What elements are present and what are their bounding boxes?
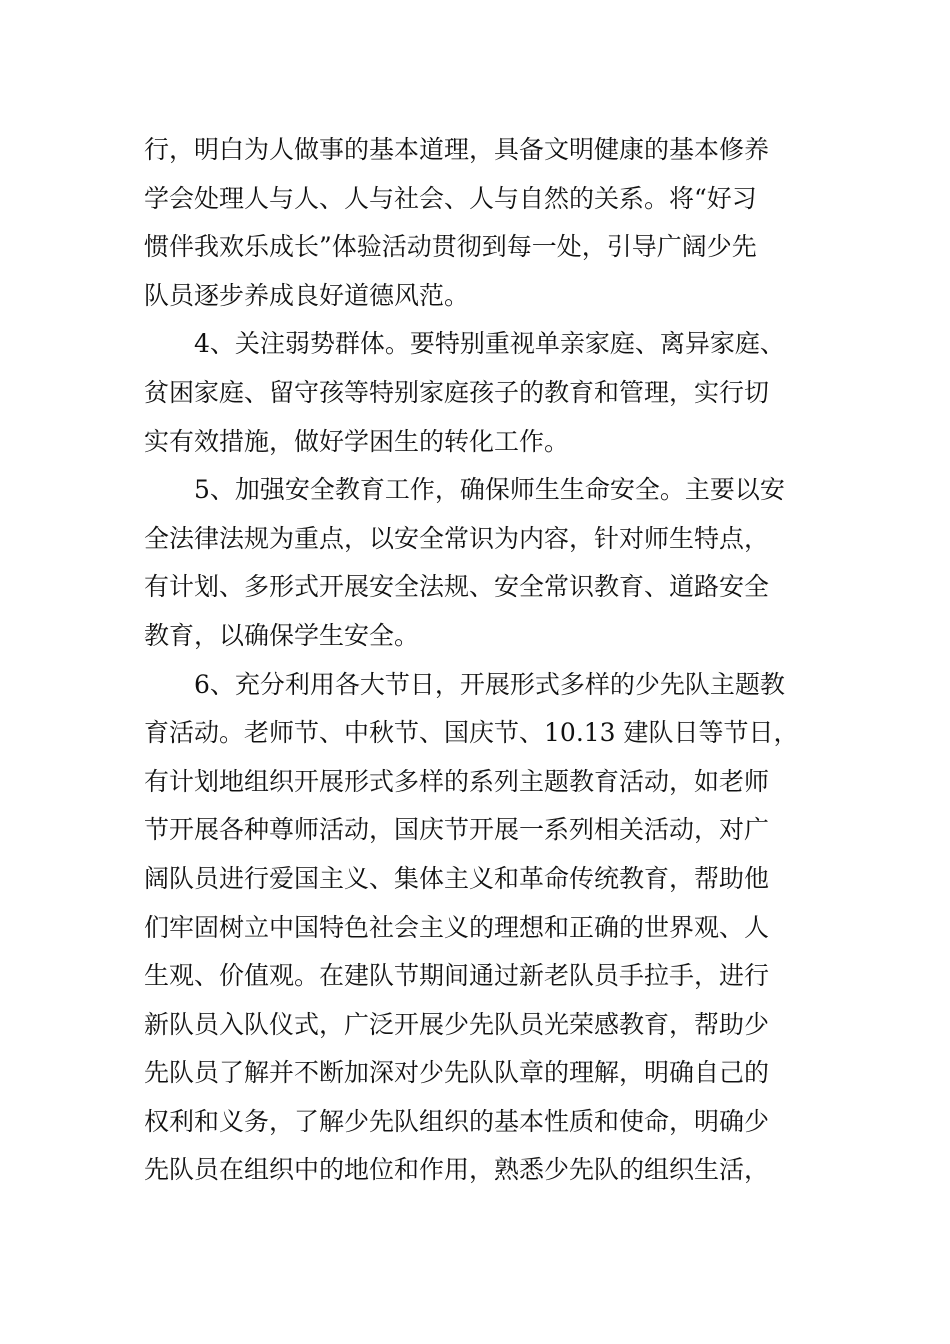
text-line: 行，明白为人做事的基本道理，具备文明健康的基本修养 bbox=[144, 135, 770, 164]
text-line: 们牢固树立中国特色社会主义的理想和正确的世界观、人 bbox=[144, 912, 770, 942]
text-line: 先队员在组织中的地位和作用，熟悉少先队的组织生活， bbox=[144, 1155, 770, 1185]
text-line: 教育，以确保学生安全。 bbox=[144, 620, 420, 650]
text-line: 学会处理人与人、人与社会、人与自然的关系。将“好习 bbox=[144, 183, 757, 213]
paragraph-6-first-line: 6、充分利用各大节日，开展形式多样的少先队主题教 bbox=[194, 669, 785, 699]
text-line: 育活动。老师节、中秋节、国庆节、10.13 建队日等节日， bbox=[144, 718, 799, 748]
text-line: 新队员入队仪式，广泛开展少先队员光荣感教育，帮助少 bbox=[144, 1009, 770, 1039]
text-line: 贫困家庭、留守孩等特别家庭孩子的教育和管理，实行切 bbox=[144, 377, 770, 407]
text-line: 全法律法规为重点，以安全常识为内容，针对师生特点， bbox=[144, 523, 770, 553]
text-line: 惯伴我欢乐成长”体验活动贯彻到每一处，引导广阔少先 bbox=[144, 232, 757, 262]
text-line: 阔队员进行爱国主义、集体主义和革命传统教育，帮助他 bbox=[144, 863, 770, 893]
text-line: 生观、价值观。在建队节期间通过新老队员手拉手，进行 bbox=[144, 961, 770, 991]
text-line: 队员逐步养成良好道德风范。 bbox=[144, 280, 470, 310]
text-line: 先队员了解并不断加深对少先队队章的理解，明确自己的 bbox=[144, 1058, 770, 1088]
text-line: 节开展各种尊师活动，国庆节开展一系列相关活动，对广 bbox=[144, 815, 770, 845]
body-text bbox=[144, 126, 808, 1195]
paragraph-4-first-line: 4、关注弱势群体。要特别重视单亲家庭、离异家庭、 bbox=[194, 329, 785, 359]
text-line: 有计划、多形式开展安全法规、安全常识教育、道路安全 bbox=[144, 572, 770, 602]
text-line: 有计划地组织开展形式多样的系列主题教育活动，如老师 bbox=[144, 766, 770, 796]
text-line: 实有效措施，做好学困生的转化工作。 bbox=[144, 426, 570, 456]
paragraph-5-first-line: 5、加强安全教育工作，确保师生生命安全。主要以安 bbox=[194, 475, 785, 505]
text-line: 权利和义务，了解少先队组织的基本性质和使命，明确少 bbox=[144, 1106, 770, 1136]
